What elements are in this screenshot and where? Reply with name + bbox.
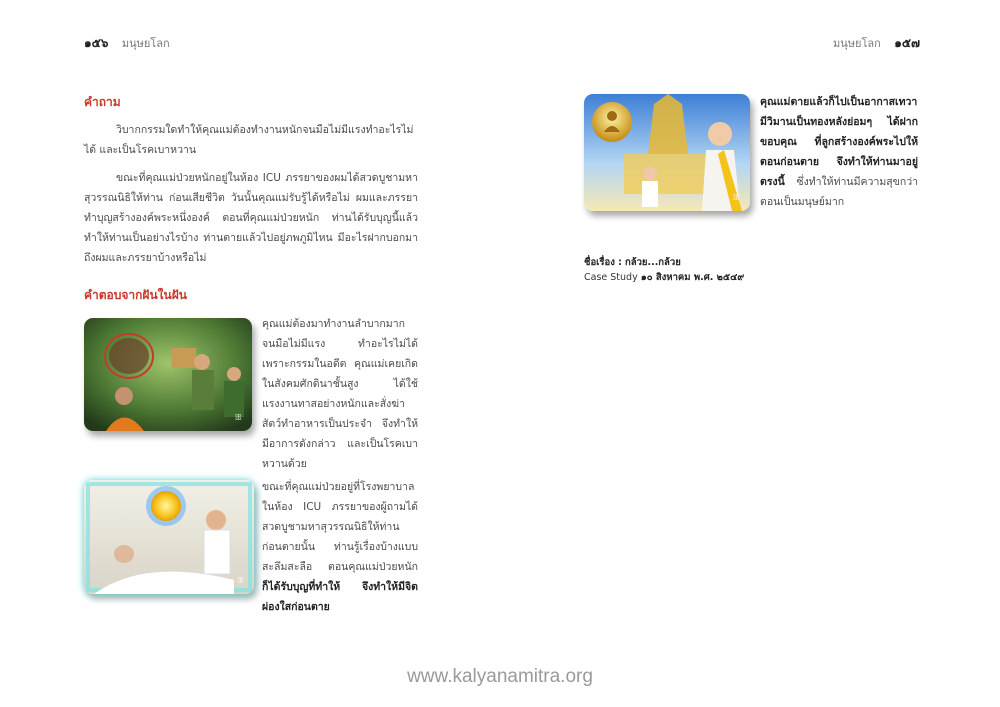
left-page-title: มนุษยโลก (121, 37, 170, 50)
answer-block-2-bold: ก็ได้รับบุญที่ทำให้ จึงทำให้มีจิตผ่องใสก่อนตาย (262, 581, 418, 613)
celestial-mansion-illustration (584, 94, 750, 211)
left-page-header (84, 34, 170, 53)
question-paragraph-2: ขณะที่คุณแม่ป่วยหนักอยู่ในห้อง ICU ภรรยาของผมได้สวดบูชามหาสุวรรณนิธิให้ท่าน ก่อนเสียชีวิต วันนั้นคุณแม่รับรู้ได้หรือไม่ ผมและภรรยาทำบุญสร้างองค์พระหนึ่งองค์ ตอนที่คุณแม่ป่วยหนัก ท่านได้รับบุญนี้แล้ว ทำให้ท่านเป็นอย่างไรบ้าง ท่านตายแล้วไปอยู่ภพภูมิไหน มีอะไรฝากบอกมาถึงผมและภรรยาบ้างหรือไม่ (84, 172, 418, 264)
hospital-scene-image (84, 480, 254, 594)
answer-block-2-text (262, 477, 418, 617)
right-page-header (833, 34, 920, 53)
past-life-scene-image (84, 318, 252, 431)
answer-block-3-plain: ซึ่งทำให้ท่านมีความสุขกว่าตอนเป็นมนุษย์มาก (760, 176, 918, 208)
question-paragraph-1: วิบากกรรมใดทำให้คุณแม่ต้องทำงานหนักจนมือไม่มีแรงทำอะไรไม่ได้ และเป็นโรคเบาหวาน (84, 124, 414, 156)
celestial-mansion-image (584, 94, 750, 211)
story-title-label: ชื่อเรื่อง : (584, 257, 622, 268)
story-info (584, 255, 744, 285)
right-page-number: ๑๕๗ (894, 36, 920, 50)
right-page-title: มนุษยโลก (832, 37, 881, 50)
story-case-label: Case Study (584, 272, 638, 283)
hospital-scene-illustration (84, 480, 254, 594)
logo-watermark: ꕥ (732, 193, 740, 202)
story-title-value: กล้วย...กล้วย (625, 257, 681, 268)
story-case-date: ๑๐ สิงหาคม พ.ศ. ๒๕๔๙ (640, 272, 745, 283)
logo-watermark: ꕥ (234, 413, 242, 422)
question-heading: คำถาม (84, 95, 121, 109)
answer-block-3-text (760, 92, 918, 212)
answer-block-2-plain: ขณะที่คุณแม่ป่วยอยู่ที่โรงพยาบาลในห้อง ICU ภรรยาของผู้ถามได้สวดบูชามหาสุวรรณนิธิให้ท่านก่อนตายนั้น ท่านรู้เรื่องบ้างแบบสะลึมสะลือ ตอนคุณแม่ป่วยหนัก (262, 481, 418, 573)
answer-heading: คำตอบจากฝันในฝัน (84, 288, 187, 302)
story-title-line (584, 255, 744, 270)
left-page-number: ๑๕๖ (84, 36, 109, 50)
footer-website-url: www.kalyanamitra.org (407, 666, 593, 687)
answer-block-1-text: คุณแม่ต้องมาทำงานลำบากมากจนมือไม่มีแรง ทำอะไรไม่ได้ เพราะกรรมในอดีต คุณแม่เคยเกิดในสังคมศักดินาชั้นสูง ได้ใช้แรงงานทาสอย่างหนักและสั่งฆ่าสัตว์ทำอาหารเป็นประจำ จึงทำให้มีอาการดังกล่าว และเป็นโรคเบาหวานด้วย (262, 318, 418, 470)
answer-block-3-bold: คุณแม่ตายแล้วก็ไปเป็นอากาสเทวา มีวิมานเป็นทองหลังย่อมๆ ได้ฝากขอบคุณ ที่ลูกสร้างองค์พระไปให้ตอนก่อนตาย จึงทำให้ท่านมาอยู่ตรงนี้ (760, 96, 918, 188)
logo-watermark: ꕥ (236, 576, 244, 585)
past-life-scene-illustration (84, 318, 252, 431)
story-case-line (584, 270, 744, 285)
